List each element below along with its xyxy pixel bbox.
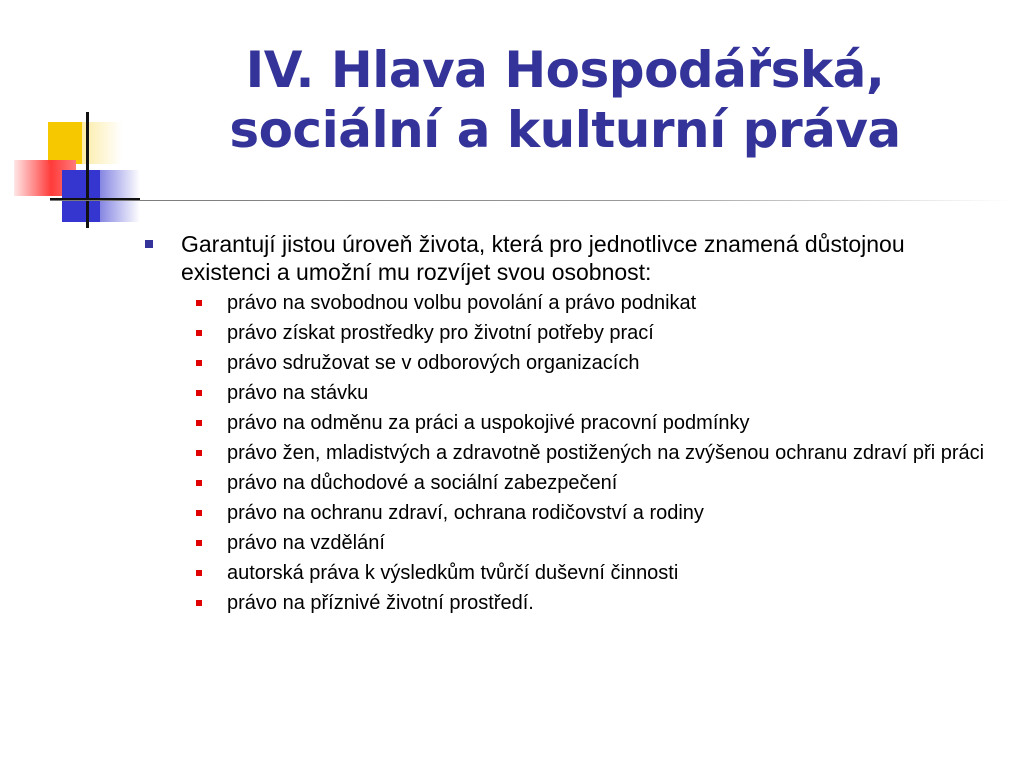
square-bullet-icon	[196, 330, 202, 336]
list-item-text: právo na vzdělání	[227, 532, 385, 554]
list-item	[145, 562, 985, 584]
square-bullet-icon	[196, 480, 202, 486]
list-item-text: právo na odměnu za práci a uspokojivé pracovní podmínky	[227, 412, 750, 434]
list-item	[145, 412, 985, 434]
square-bullet-icon	[145, 240, 153, 248]
square-bullet-icon	[196, 450, 202, 456]
logo-blue-square	[62, 170, 100, 222]
list-item	[145, 442, 985, 464]
square-bullet-icon	[196, 300, 202, 306]
slide-content	[145, 230, 985, 622]
title-divider	[50, 200, 1010, 201]
square-bullet-icon	[196, 420, 202, 426]
list-item-text: právo na důchodové a sociální zabezpečení	[227, 472, 618, 494]
square-bullet-icon	[196, 540, 202, 546]
list-item-text: právo na příznivé životní prostředí.	[227, 592, 534, 614]
main-bullet-text: Garantují jistou úroveň života, která pro jednotlivce znamená důstojnou existenci a umožní mu rozvíjet svou osobnost:	[181, 231, 905, 285]
decorative-logo	[0, 100, 150, 240]
list-item-text: právo na ochranu zdraví, ochrana rodičovství a rodiny	[227, 502, 704, 524]
list-item	[145, 382, 985, 404]
list-item-text: právo sdružovat se v odborových organizacích	[227, 352, 640, 374]
sub-bullet-list	[145, 292, 985, 614]
list-item	[145, 532, 985, 554]
list-item	[145, 502, 985, 524]
square-bullet-icon	[196, 360, 202, 366]
list-item-text: právo žen, mladistvých a zdravotně postižených na zvýšenou ochranu zdraví při práci	[227, 442, 985, 464]
list-item	[145, 592, 985, 614]
list-item-text: autorská práva k výsledkům tvůrčí duševní činnosti	[227, 562, 679, 584]
square-bullet-icon	[196, 510, 202, 516]
square-bullet-icon	[196, 570, 202, 576]
logo-vertical-line	[86, 112, 89, 228]
list-item	[145, 352, 985, 374]
list-item-text: právo na stávku	[227, 382, 369, 404]
logo-blue-fade	[100, 170, 140, 222]
main-bullet-item	[145, 230, 985, 286]
square-bullet-icon	[196, 600, 202, 606]
title-line-2: sociální a kulturní práva	[229, 101, 901, 159]
title-line-1: IV. Hlava Hospodářská,	[245, 41, 885, 99]
list-item	[145, 292, 985, 314]
list-item-text: právo získat prostředky pro životní potřeby prací	[227, 322, 654, 344]
slide-title	[150, 40, 980, 160]
list-item-text: právo na svobodnou volbu povolání a právo podnikat	[227, 292, 697, 314]
list-item	[145, 472, 985, 494]
list-item	[145, 322, 985, 344]
square-bullet-icon	[196, 390, 202, 396]
logo-yellow-square	[48, 122, 82, 164]
